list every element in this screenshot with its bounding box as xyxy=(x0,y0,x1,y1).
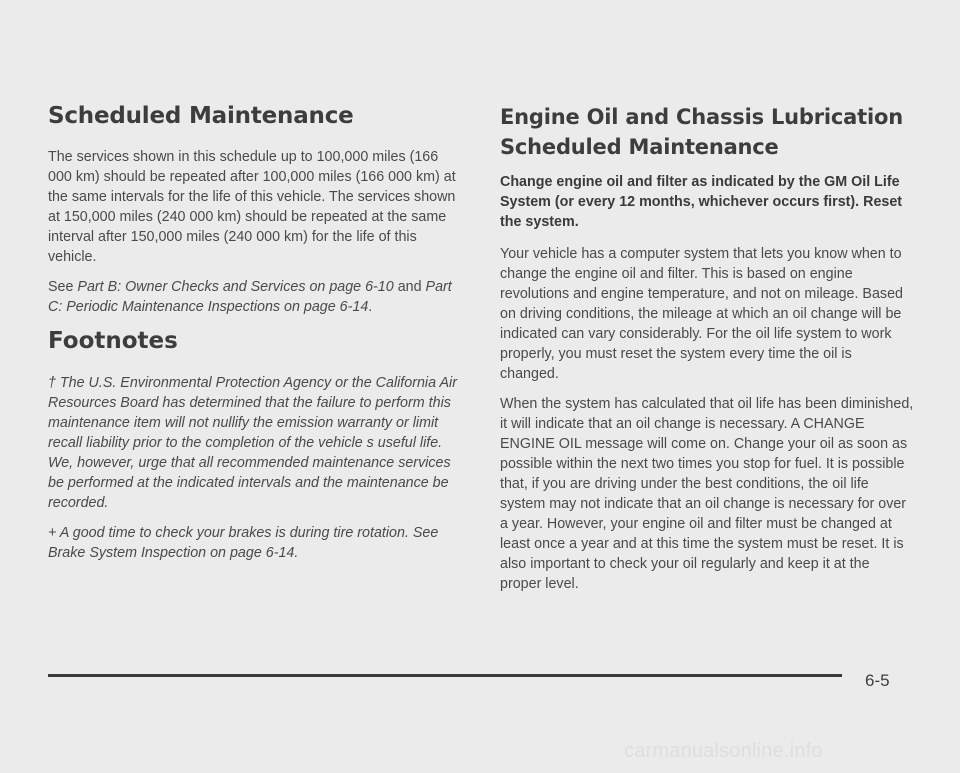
left-column xyxy=(48,102,460,573)
footnotes-heading: Footnotes xyxy=(48,328,178,354)
see-reference-paragraph xyxy=(48,277,460,317)
see-prefix: See xyxy=(48,279,78,295)
section-heading-engine-oil: Engine Oil and Chassis Lubrication Scheduled Maintenance xyxy=(500,105,903,159)
see-and: and xyxy=(393,279,426,295)
reference-part-c: Part C: Periodic Maintenance Inspections on page 6-14 xyxy=(48,279,452,315)
see-end: . xyxy=(368,299,373,315)
oil-life-system-paragraph: Your vehicle has a computer system that lets you know when to change the engine oil and filter. This is based on engine revolutions and engine temperature, and not on mileage. Based on driving conditions, the mileage at which an oil change will be indicated can vary considerably. For the oil life system to work properly, you must reset the system every time the oil is changed. xyxy=(500,246,903,382)
reference-part-b: Part B: Owner Checks and Services on page 6-10 xyxy=(77,279,394,295)
section-heading-scheduled-maintenance: Scheduled Maintenance xyxy=(48,103,354,129)
right-column xyxy=(500,102,914,604)
schedule-repeat-paragraph: The services shown in this schedule up to 100,000 miles (166 000 km) should be repeated after 100,000 miles (166 000 km) at the same intervals for the life of this vehicle. The services shown at 150,000 miles (240 000 km) should be repeated at the same interval after 150,000 miles (240 000 km) for the life of this vehicle. xyxy=(48,149,456,265)
footnote-epa: † The U.S. Environmental Protection Agency or the California Air Resources Board has determined that the failure to perform this maintenance item will not nullify the emission warranty or limit recall liability prior to the completion of the vehicle s useful life. We, however, urge that all recommended maintenance services be performed at the indicated intervals and the maintenance be recorded. xyxy=(48,375,457,511)
watermark-text: carmanualsonline.info xyxy=(624,740,823,762)
oil-change-lead-paragraph: Change engine oil and filter as indicated by the GM Oil Life System (or every 12 months, whichever occurs first). Reset the system. xyxy=(500,174,903,230)
change-engine-oil-message-paragraph: When the system has calculated that oil life has been diminished, it will indicate that an oil change is necessary. A CHANGE ENGINE OIL message will come on. Change your oil as soon as possible within the next two times you stop for fuel. It is possible that, if you are driving under the best conditions, the oil life system may not indicate that an oil change is necessary for over a year. However, your engine oil and filter must be changed at least once a year and at this time the system must be reset. It is also important to check your oil regularly and keep it at the proper level. xyxy=(500,396,914,592)
footnote-brakes: + A good time to check your brakes is during tire rotation. See Brake System Inspection on page 6-14. xyxy=(48,525,439,561)
page-number: 6-5 xyxy=(865,671,890,690)
footer-rule xyxy=(48,674,842,677)
